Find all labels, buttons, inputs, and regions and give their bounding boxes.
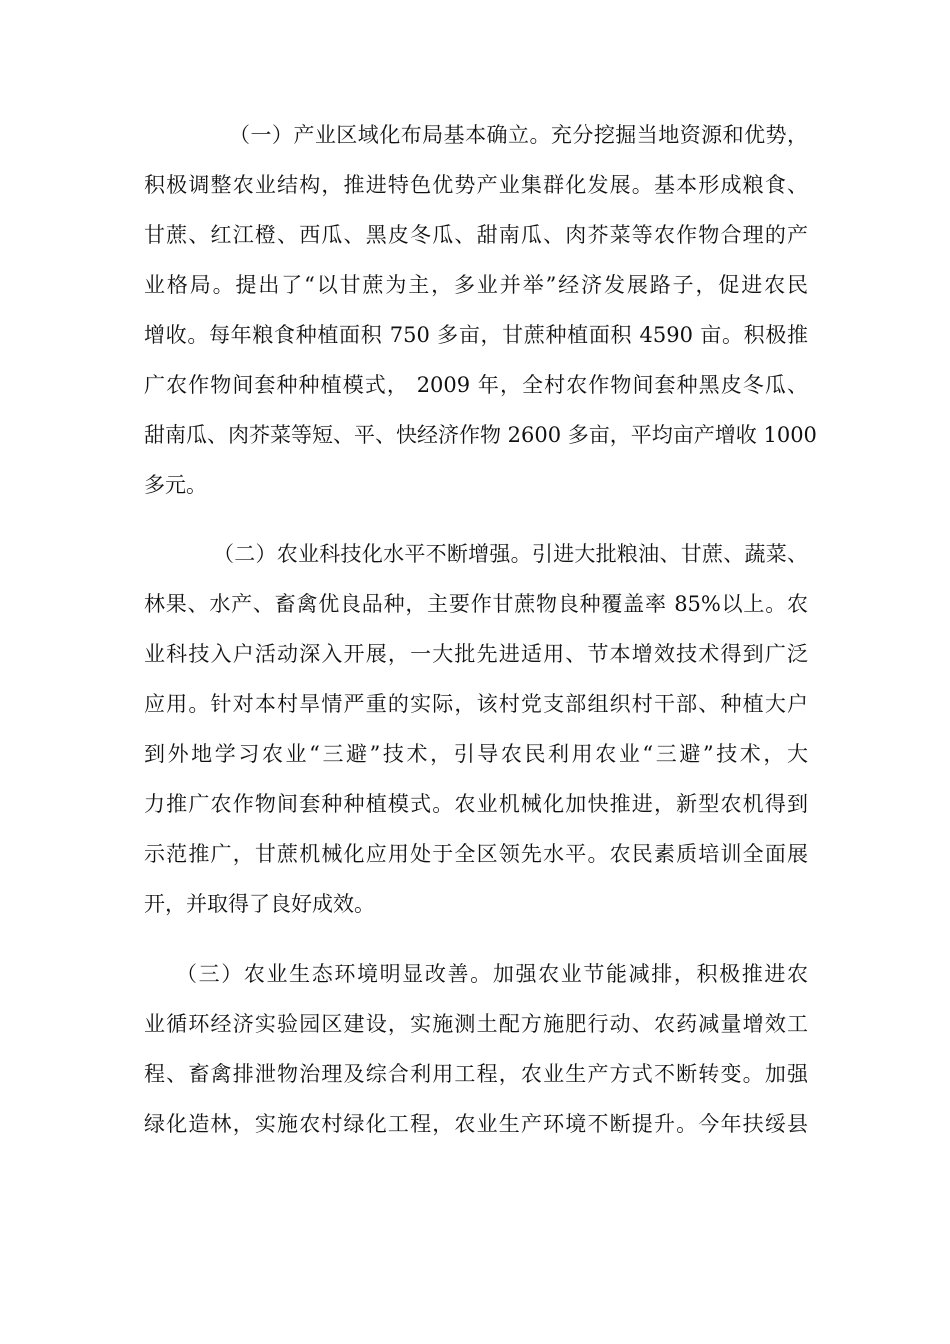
paragraph-line: 绿化造林，实施农村绿化工程，农业生产环境不断提升。今年扶绥县 [144, 1112, 808, 1136]
paragraph-line: 甘蔗、红江橙、西瓜、黑皮冬瓜、甜南瓜、肉芥菜等农作物合理的产 [144, 223, 808, 247]
paragraph-line: 开，并取得了良好成效。 [144, 892, 375, 916]
paragraph-line: 应用。针对本村旱情严重的实际，该村党支部组织村干部、种植大户 [144, 692, 808, 716]
paragraph-line: 多元。 [144, 473, 207, 497]
paragraph-line: 广农作物间套种种植模式， 2009 年，全村农作物间套种黑皮冬瓜、 [144, 373, 808, 397]
paragraph-line: 示范推广，甘蔗机械化应用处于全区领先水平。农民素质培训全面展 [144, 842, 808, 866]
paragraph-line: 业循环经济实验园区建设，实施测土配方施肥行动、农药减量增效工 [144, 1012, 808, 1036]
paragraph-line: （一）产业区域化布局基本确立。充分挖掘当地资源和优势， [229, 123, 808, 147]
paragraph-line: 甜南瓜、肉芥菜等短、平、快经济作物 2600 多亩，平均亩产增收 1000 [144, 423, 817, 447]
paragraph-line: 林果、水产、畜禽优良品种，主要作甘蔗物良种覆盖率 85%以上。农 [144, 592, 808, 616]
paragraph-line: 业格局。提出了“以甘蔗为主，多业并举”经济发展路子，促进农民 [144, 273, 808, 297]
paragraph-line: 力推广农作物间套种种植模式。农业机械化加快推进，新型农机得到 [144, 792, 808, 816]
paragraph-line: 增收。每年粮食种植面积 750 多亩，甘蔗种植面积 4590 亩。积极推 [144, 323, 808, 347]
paragraph-line: （三）农业生态环境明显改善。加强农业节能减排，积极推进农 [176, 962, 808, 986]
paragraph-line: 积极调整农业结构，推进特色优势产业集群化发展。基本形成粮食、 [144, 173, 808, 197]
paragraph-line: （二）农业科技化水平不断增强。引进大批粮油、甘蔗、蔬菜、 [213, 542, 808, 566]
paragraph-line: 程、畜禽排泄物治理及综合利用工程，农业生产方式不断转变。加强 [144, 1062, 808, 1086]
paragraph-line: 业科技入户活动深入开展，一大批先进适用、节本增效技术得到广泛 [144, 642, 808, 666]
paragraph-line: 到外地学习农业“三避”技术，引导农民利用农业“三避”技术，大 [144, 742, 808, 766]
